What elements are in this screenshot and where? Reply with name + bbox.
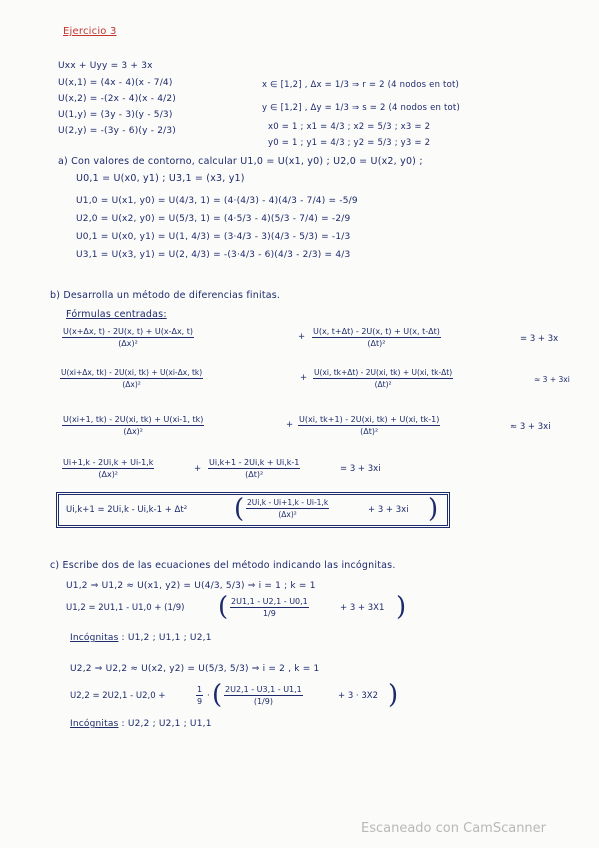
denominator: (Δx)²: [122, 380, 141, 389]
boundary-condition: U(2,y) = -(3y - 6)(y - 2/3): [58, 126, 177, 136]
formula-rhs: ≈ 3 + 3xi: [534, 375, 570, 384]
denominator: 9: [197, 697, 203, 706]
eq2-coef-fraction: [196, 685, 203, 706]
eq1-node-line: U1,2 ⇒ U1,2 ≈ U(x1, y2) = U(4/3, 5/3) ⇒ i = 1 ; k = 1: [66, 581, 316, 591]
part-a-heading: a) Con valores de contorno, calcular U1,0 = U(x1, y0) ; U2,0 = U(x2, y0) ;: [58, 156, 423, 167]
formula-rhs: = 3 + 3xi: [340, 464, 381, 474]
grid-y-spec: y ∈ [1,2] , Δy = 1/3 ⇒ s = 2 (4 nodos en tot): [262, 103, 460, 113]
numerator: U(xi, tk+Δt) - 2U(xi, tk) + U(xi, tk-Δt): [314, 368, 453, 377]
numerator: U(x+Δx, t) - 2U(x, t) + U(x-Δx, t): [63, 327, 194, 336]
formula-fraction: [208, 458, 300, 479]
denominator: (Δt)²: [360, 427, 379, 436]
boundary-condition: U(x,1) = (4x - 4)(x - 7/4): [58, 78, 173, 88]
boxed-formula-fraction: [246, 498, 329, 519]
boundary-condition: U(1,y) = (3y - 3)(y - 5/3): [58, 110, 173, 120]
page-title: Ejercicio 3: [63, 26, 117, 37]
numerator: U(xi, tk+1) - 2U(xi, tk) + U(xi, tk-1): [299, 415, 440, 424]
part-a-line: U2,0 = U(x2, y0) = U(5/3, 1) = (4·5/3 - 4)(5/3 - 7/4) = -2/9: [76, 214, 351, 224]
formula-fraction: [62, 458, 154, 479]
plus-sign: +: [194, 464, 202, 474]
formula-fraction: [313, 368, 453, 389]
right-paren: ): [388, 680, 399, 710]
part-a-line: U3,1 = U(x3, y1) = U(2, 4/3) = -(3·4/3 - 6)(4/3 - 2/3) = 4/3: [76, 250, 351, 260]
formula-fraction: [312, 327, 441, 348]
unknowns-label: Incógnitas: [70, 633, 119, 643]
plus-sign: +: [298, 332, 306, 342]
part-b-heading: b) Desarrolla un método de diferencias finitas.: [50, 290, 281, 301]
part-a-heading-cont: U0,1 = U(x0, y1) ; U3,1 = (x3, y1): [76, 173, 245, 184]
denominator: (Δx)²: [118, 339, 138, 348]
left-paren: (: [218, 592, 229, 622]
right-paren: ): [396, 592, 407, 622]
plus-sign: +: [286, 420, 294, 430]
grid-x-nodes: x0 = 1 ; x1 = 4/3 ; x2 = 5/3 ; x3 = 2: [268, 122, 431, 132]
unknowns-values: : U1,2 ; U1,1 ; U2,1: [121, 633, 212, 643]
unknowns-2: [70, 719, 212, 729]
denominator: (1/9): [253, 697, 273, 706]
numerator: U(xi+Δx, tk) - 2U(xi, tk) + U(xi-Δx, tk): [61, 368, 203, 377]
numerator: U(xi+1, tk) - 2U(xi, tk) + U(xi-1, tk): [63, 415, 204, 424]
part-c-heading: c) Escribe dos de las ecuaciones del método indicando las incógnitas.: [50, 560, 396, 571]
numerator: 2U2,1 - U3,1 - U1,1: [225, 685, 302, 694]
formula-fraction: [298, 415, 440, 436]
unknowns-1: [70, 633, 212, 643]
denominator: (Δt)²: [245, 470, 264, 479]
multiply-dot: ·: [207, 691, 210, 701]
pde-equation: Uxx + Uyy = 3 + 3x: [58, 61, 153, 71]
formula-rhs: ≈ 3 + 3xi: [510, 422, 551, 432]
numerator: Ui,k+1 - 2Ui,k + Ui,k-1: [209, 458, 300, 467]
formula-fraction: [60, 368, 203, 389]
left-paren: (: [234, 494, 245, 524]
numerator: U(x, t+Δt) - 2U(x, t) + U(x, t-Δt): [313, 327, 440, 336]
grid-y-nodes: y0 = 1 ; y1 = 4/3 ; y2 = 5/3 ; y3 = 2: [268, 138, 431, 148]
formula-fraction: [62, 327, 194, 348]
eq2-fraction: [224, 685, 303, 706]
eq1-lhs: U1,2 = 2U1,1 - U1,0 + (1/9): [66, 603, 185, 613]
boxed-formula-lhs: Ui,k+1 = 2Ui,k - Ui,k-1 + Δt²: [66, 505, 188, 515]
plus-sign: +: [300, 373, 308, 383]
unknowns-label: Incógnitas: [70, 719, 119, 729]
denominator: (Δx)²: [278, 510, 297, 519]
eq2-lhs: U2,2 = 2U2,1 - U2,0 +: [70, 691, 166, 701]
eq1-fraction: [230, 597, 309, 618]
numerator: 1: [197, 685, 203, 694]
numerator: 2U1,1 - U2,1 - U0,1: [231, 597, 308, 606]
left-paren: (: [212, 680, 223, 710]
camscanner-watermark: Escaneado con CamScanner: [361, 821, 547, 836]
numerator: Ui+1,k - 2Ui,k + Ui-1,k: [63, 458, 154, 467]
eq2-rhs: + 3 · 3X2: [338, 691, 378, 701]
part-a-line: U0,1 = U(x0, y1) = U(1, 4/3) = (3·4/3 - 3)(4/3 - 5/3) = -1/3: [76, 232, 351, 242]
denominator: (Δt)²: [367, 339, 386, 348]
denominator: (Δx)²: [123, 427, 143, 436]
formula-fraction: [62, 415, 204, 436]
denominator: (Δx)²: [98, 470, 119, 479]
boxed-formula-rhs: + 3 + 3xi: [368, 505, 409, 515]
denominator: 1/9: [262, 609, 276, 618]
numerator: 2Ui,k - Ui+1,k - Ui-1,k: [247, 498, 329, 507]
eq1-rhs: + 3 + 3X1: [340, 603, 385, 613]
part-b-subheading: Fórmulas centradas:: [66, 309, 167, 320]
unknowns-values: : U2,2 ; U2,1 ; U1,1: [121, 719, 212, 729]
right-paren: ): [428, 494, 439, 524]
boundary-condition: U(x,2) = -(2x - 4)(x - 4/2): [58, 94, 177, 104]
grid-x-spec: x ∈ [1,2] , Δx = 1/3 ⇒ r = 2 (4 nodos en tot): [262, 80, 460, 90]
denominator: (Δt)²: [374, 380, 392, 389]
eq2-node-line: U2,2 ⇒ U2,2 ≈ U(x2, y2) = U(5/3, 5/3) ⇒ i = 2 , k = 1: [70, 664, 320, 674]
formula-rhs: = 3 + 3x: [520, 334, 559, 344]
part-a-line: U1,0 = U(x1, y0) = U(4/3, 1) = (4·(4/3) - 4)(4/3 - 7/4) = -5/9: [76, 196, 358, 206]
